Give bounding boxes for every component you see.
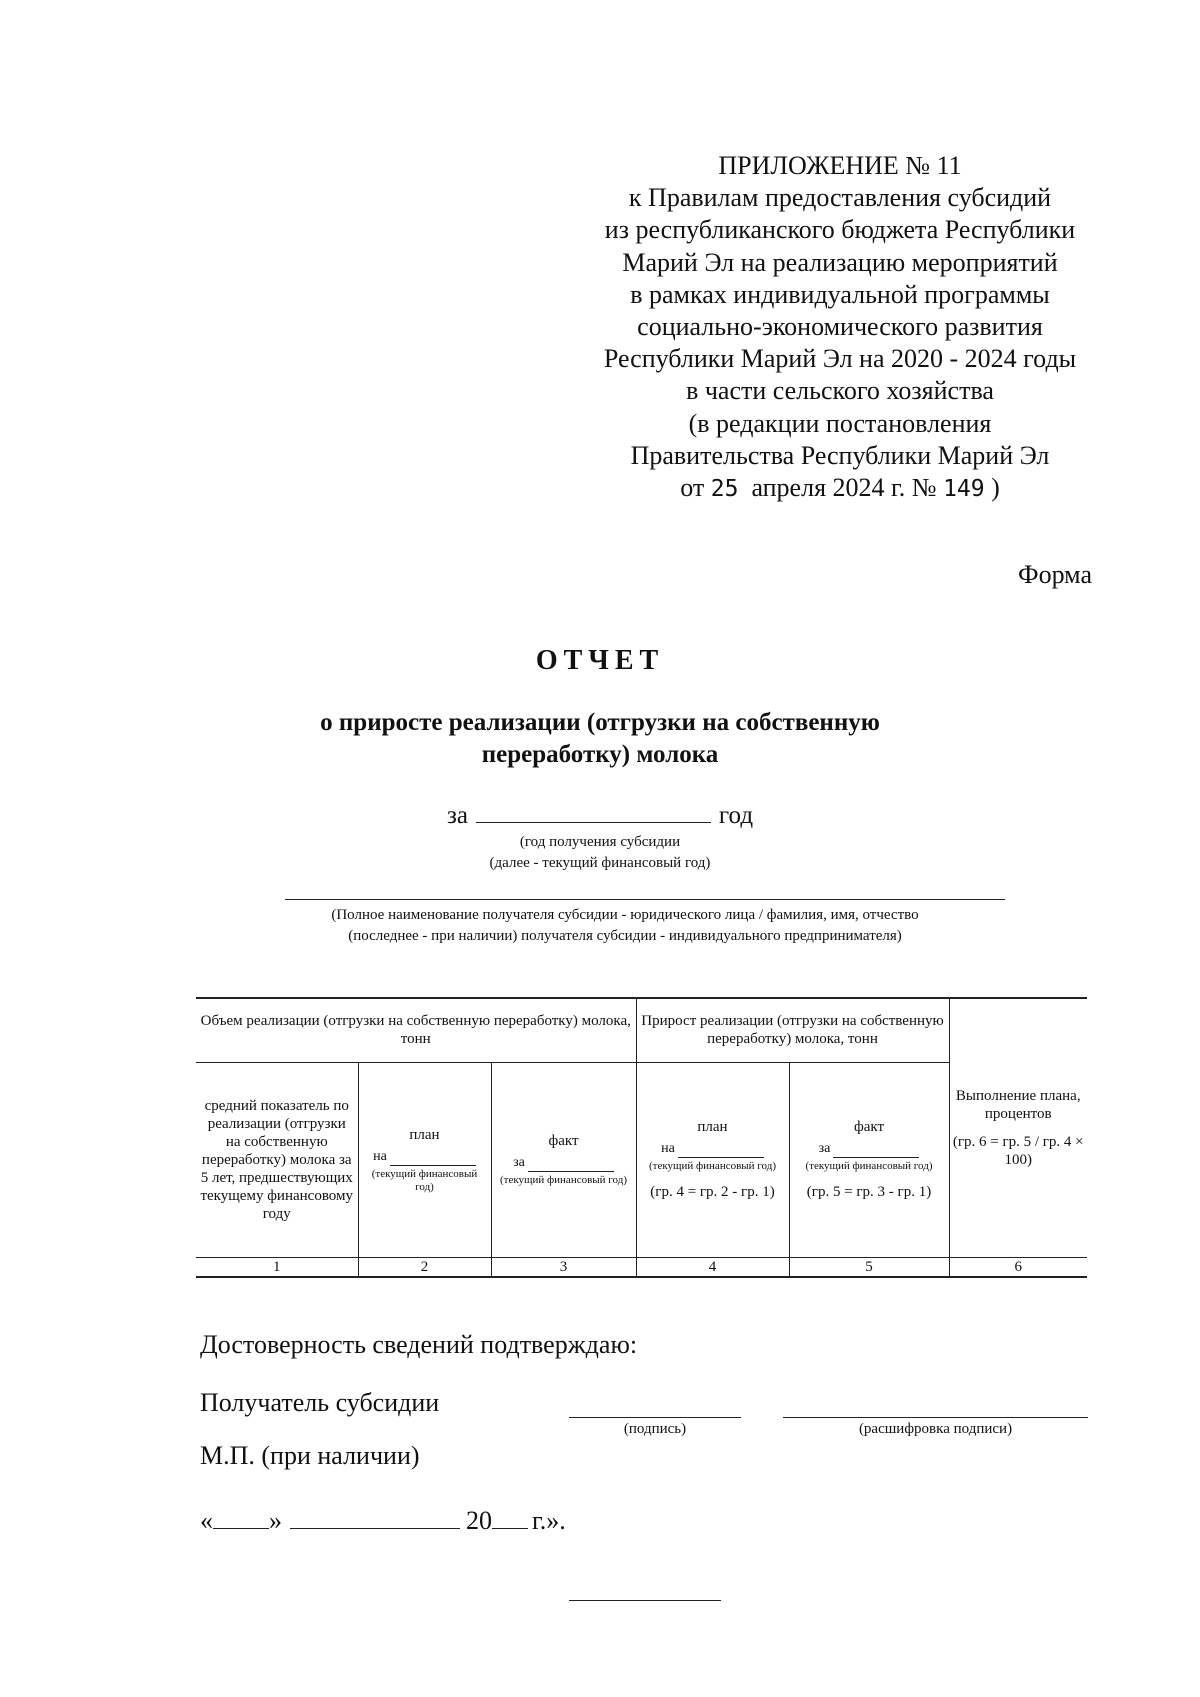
appendix-title: ПРИЛОЖЕНИЕ № 11 — [718, 151, 962, 180]
appendix-date-day: 25 — [710, 476, 739, 503]
recipient-name-field[interactable] — [285, 899, 1005, 900]
date-year-field[interactable] — [492, 1506, 528, 1529]
appendix-line: в рамках индивидуальной программы — [630, 279, 1050, 309]
signature-decode-hint: (расшифровка подписи) — [858, 1421, 1013, 1437]
appendix-line: (в редакции постановления — [688, 408, 992, 438]
appendix-line: социально-экономического развития — [637, 312, 1043, 342]
date-line: « » 20 г.». — [200, 1506, 566, 1535]
signature-field[interactable] — [569, 1417, 741, 1418]
report-subtitle: о приросте реализации (отгрузки на собственную переработку) молока — [320, 709, 880, 768]
report-title: ОТЧЕТ — [535, 645, 665, 676]
period-line — [0, 800, 1200, 830]
signature-hint: (подпись) — [623, 1421, 687, 1437]
column-number: 2 — [358, 1257, 491, 1277]
column-number: 4 — [636, 1257, 789, 1277]
table-header-col3: факт за (текущий финансовый год) — [491, 1062, 636, 1257]
period-suffix: год — [718, 802, 754, 829]
col5-year-field[interactable] — [833, 1143, 919, 1158]
report-table — [196, 997, 1087, 1278]
appendix-line: Марий Эл на реализацию мероприятий — [622, 247, 1058, 277]
table-header-col5: факт за (текущий финансовый год) (гр. 5 = гр. 3 - гр. 1) — [789, 1062, 949, 1257]
table-header-col1: средний показатель по реализации (отгрузки на собственную переработку) молока за 5 лет, предшествующих текущему финансовому году — [196, 1062, 358, 1257]
appendix-line: к Правилам предоставления субсидий — [628, 183, 1052, 213]
column-number: 1 — [196, 1257, 358, 1277]
appendix-line: Правительства Республики Марий Эл — [630, 440, 1050, 470]
confirm-statement: Достоверность сведений подтверждаю: — [200, 1330, 638, 1359]
col3-year-field[interactable] — [528, 1157, 614, 1172]
table-header-col4: план на (текущий финансовый год) (гр. 4 = гр. 2 - гр. 1) — [636, 1062, 789, 1257]
form-label: Форма — [1018, 560, 1092, 589]
column-number: 6 — [949, 1257, 1087, 1277]
column-number: 5 — [789, 1257, 949, 1277]
col4-year-field[interactable] — [678, 1143, 764, 1158]
appendix-date: от 25 апреля 2024 г. № 149 ) — [680, 473, 1000, 503]
stamp-note: М.П. (при наличии) — [200, 1441, 420, 1470]
signature-decode-field[interactable] — [783, 1417, 1088, 1418]
table-group-header-volume: Объем реализации (отгрузки на собственную переработку) молока, тонн — [196, 998, 636, 1062]
appendix-line: в части сельского хозяйства — [686, 376, 994, 406]
end-divider — [569, 1600, 721, 1601]
period-hint: (год получения субсидии (далее - текущий финансовый год) — [489, 834, 711, 871]
period-blank-field[interactable] — [476, 800, 711, 823]
date-day-field[interactable] — [213, 1506, 269, 1529]
appendix-date-number: 149 — [943, 476, 985, 503]
table-header-col2: план на (текущий финансовый год) — [358, 1062, 491, 1257]
date-month-field[interactable] — [290, 1506, 460, 1529]
appendix-line: Республики Марий Эл на 2020 - 2024 годы — [603, 344, 1077, 374]
recipient-hint: (Полное наименование получателя субсидии - юридического лица / фамилия, имя, отчество (последнее - при наличии) получателя субсидии - индивидуального предпринимателя) — [331, 907, 919, 944]
col2-year-field[interactable] — [390, 1151, 476, 1166]
recipient-label: Получатель субсидии — [200, 1388, 440, 1417]
appendix-line: из республиканского бюджета Республики — [604, 215, 1076, 245]
period-prefix: за — [446, 802, 468, 829]
column-number: 3 — [491, 1257, 636, 1277]
appendix-block — [570, 150, 1110, 505]
table-group-header-growth: Прирост реализации (отгрузки на собственную переработку) молока, тонн — [636, 998, 949, 1062]
table-header-col6: Выполнение плана, процентов (гр. 6 = гр. 5 / гр. 4 × 100) — [949, 998, 1087, 1257]
